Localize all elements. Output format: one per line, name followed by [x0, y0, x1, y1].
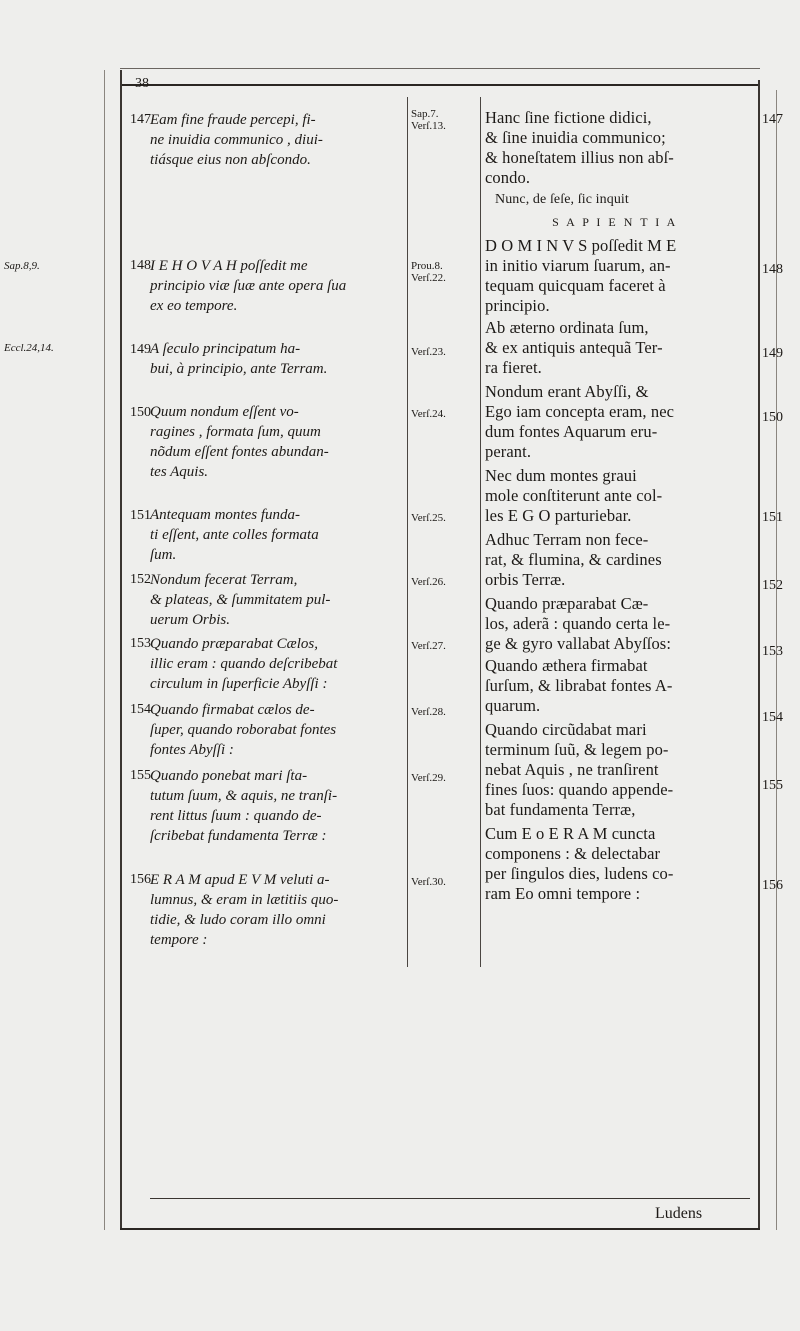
text-line: ne inuidia communico , diui-: [150, 132, 323, 148]
verse-number: 156: [130, 872, 151, 887]
text-line: tiásque eius non abſcondo.: [150, 152, 311, 168]
verse-150-roman: [485, 382, 755, 462]
verse-ref: [411, 706, 477, 718]
text-line: nebat Aquis , ne tranſirent: [485, 760, 659, 779]
verse-number-right: 149: [762, 346, 783, 361]
text-line: ti eſſent, ante colles formata: [150, 527, 319, 543]
text-line: Quando præparabat Cælos,: [150, 636, 318, 652]
text-line: E R A M apud E V M veluti a-: [150, 872, 330, 888]
verse-152-roman: [485, 530, 755, 590]
verse-ref: [411, 346, 477, 358]
verse-number: 151: [130, 508, 151, 523]
text-line: quarum.: [485, 696, 541, 715]
speaker-intro: [495, 190, 765, 210]
ref-line: Sap.7.: [411, 108, 439, 120]
text-line: Nondum erant Abyſſi, &: [485, 382, 649, 401]
text-line: ſcribebat fundamenta Terræ :: [150, 828, 327, 844]
text-line: terminum ſuũ, & legem po-: [485, 740, 669, 759]
text-line: ram Eo omni tempore :: [485, 884, 641, 903]
text-line: ra fieret.: [485, 358, 542, 377]
text-line: Quando firmabat cælos de-: [150, 702, 315, 718]
ref-line: Verſ.30.: [411, 876, 446, 888]
verse-number: 147: [130, 112, 151, 127]
verse-number-right: 150: [762, 410, 783, 425]
text-line: & honeſtatem illius non abſ-: [485, 148, 674, 167]
verse-148-roman: [485, 236, 755, 316]
verse-153-roman: [485, 594, 755, 654]
page-number: 38: [135, 76, 149, 91]
text-line: perant.: [485, 442, 532, 461]
text-line: Quando circũdabat mari: [485, 720, 647, 739]
text-line: Hanc ſine fictione didici,: [485, 108, 652, 127]
verse-152-italic: [150, 570, 400, 630]
text-line: rat, & flumina, & cardines: [485, 550, 662, 569]
text-line: fines ſuos: quando appende-: [485, 780, 674, 799]
verse-ref: [411, 576, 477, 588]
text-line: condo.: [485, 168, 531, 187]
verse-number: 154: [130, 702, 151, 717]
text-line: bat fundamenta Terræ,: [485, 800, 636, 819]
text-line: I E H O V A H poſſedit me: [150, 258, 308, 274]
text-line: Ego iam concepta eram, nec: [485, 402, 675, 421]
text-line: tutum ſuum, & aquis, ne tranſi-: [150, 788, 338, 804]
text-line: S A P I E N T I A: [552, 215, 678, 229]
text-line: tequam quicquam faceret à: [485, 276, 666, 295]
text-line: illic eram : quando deſcribebat: [150, 656, 338, 672]
text-line: & plateas, & ſummitatem pul-: [150, 592, 331, 608]
right-frame-outer: [776, 90, 777, 1230]
text-line: les E G O parturiebar.: [485, 506, 632, 525]
text-line: uerum Orbis.: [150, 612, 231, 628]
verse-149-roman: [485, 318, 755, 378]
left-frame: [120, 70, 122, 1230]
text-line: bui, à principio, ante Terram.: [150, 361, 328, 377]
text-line: ſurſum, & librabat fontes A-: [485, 676, 673, 695]
text-line: tes Aquis.: [150, 464, 209, 480]
verse-ref: [411, 408, 477, 420]
text-line: principio viæ ſuæ ante opera ſua: [150, 278, 347, 294]
text-line: Cum E o E R A M cuncta: [485, 824, 656, 843]
verse-149-italic: [150, 339, 400, 379]
text-line: D O M I N V S poſſedit M E: [485, 236, 677, 255]
verse-number-right: 147: [762, 112, 783, 127]
verse-155-roman: [485, 720, 755, 820]
verse-150-italic: [150, 402, 400, 482]
verse-153-italic: [150, 634, 400, 694]
ref-line: Verſ.29.: [411, 772, 446, 784]
verse-number-right: 151: [762, 510, 783, 525]
ref-line: Verſ.24.: [411, 408, 446, 420]
text-line: dum fontes Aquarum eru-: [485, 422, 658, 441]
ref-line: Verſ.27.: [411, 640, 446, 652]
ref-line: Verſ.28.: [411, 706, 446, 718]
text-line: Nondum fecerat Terram,: [150, 572, 298, 588]
ref-line: Verſ.26.: [411, 576, 446, 588]
text-line: A ſeculo principatum ha-: [150, 341, 301, 357]
verse-148-italic: [150, 256, 400, 316]
text-line: mole conſtiterunt ante col-: [485, 486, 663, 505]
catchword: Ludens: [655, 1205, 703, 1222]
text-line: & ex antiquis antequã Ter-: [485, 338, 663, 357]
text-line: Adhuc Terram non fece-: [485, 530, 649, 549]
text-line: & ſine inuidia communico;: [485, 128, 666, 147]
verse-number-right: 152: [762, 578, 783, 593]
text-line: Antequam montes funda-: [150, 507, 300, 523]
verse-number: 152: [130, 572, 151, 587]
text-line: nõdum eſſent fontes abundan-: [150, 444, 329, 460]
speaker-heading: [480, 212, 750, 232]
verse-154-italic: [150, 700, 400, 760]
text-line: fontes Abyſſi :: [150, 742, 234, 758]
verse-156-italic: [150, 870, 400, 950]
text-line: Ab æterno ordinata ſum,: [485, 318, 649, 337]
verse-number-right: 153: [762, 644, 783, 659]
verse-ref: [411, 512, 477, 524]
text-line: Nunc, de ſeſe, ſic inquit: [495, 192, 629, 207]
right-frame: [758, 80, 760, 1230]
text-line: per ſingulos dies, ludens co-: [485, 864, 674, 883]
text-line: rent littus ſuum : quando de-: [150, 808, 322, 824]
verse-ref: [411, 108, 477, 132]
verse-number-right: 154: [762, 710, 783, 725]
verse-151-italic: [150, 505, 400, 565]
verse-ref: [411, 772, 477, 784]
ref-line: Verſ.25.: [411, 512, 446, 524]
verse-147-italic: [150, 110, 400, 170]
text-line: ex eo tempore.: [150, 298, 238, 314]
text-line: Eam fine fraude percepi, fi-: [150, 112, 316, 128]
verse-number-right: 155: [762, 778, 783, 793]
margin-note-eccl: Eccl.24,14.: [4, 342, 54, 354]
text-line: componens : & delectabar: [485, 844, 661, 863]
verse-number-right: 148: [762, 262, 783, 277]
verse-147-roman: [485, 108, 755, 188]
ref-line: Prou.8.: [411, 260, 443, 272]
text-line: Quando æthera firmabat: [485, 656, 648, 675]
ref-line: Verſ.23.: [411, 346, 446, 358]
verse-151-roman: [485, 466, 755, 526]
text-bottom-rule: [150, 1198, 750, 1199]
verse-ref: [411, 876, 477, 888]
text-line: los, aderã : quando certa le-: [485, 614, 671, 633]
text-line: circulum in ſuperficie Abyſſi :: [150, 676, 328, 692]
bottom-rule: [120, 1228, 760, 1230]
text-line: Quum nondum eſſent vo-: [150, 404, 299, 420]
text-line: Quando ponebat mari ſta-: [150, 768, 308, 784]
left-frame-outer: [104, 70, 105, 1230]
top-rule-thin: [120, 68, 760, 69]
ref-line: Verſ.22.: [411, 272, 446, 284]
margin-note-sap: Sap.8,9.: [4, 260, 40, 272]
verse-number: 148: [130, 258, 151, 273]
text-line: ſuper, quando roborabat fontes: [150, 722, 337, 738]
text-line: ragines , formata ſum, quum: [150, 424, 321, 440]
verse-number: 153: [130, 636, 151, 651]
text-line: tidie, & ludo coram illo omni: [150, 912, 326, 928]
text-line: in initio viarum ſuarum, an-: [485, 256, 671, 275]
verse-154-roman: [485, 656, 755, 716]
verse-ref: [411, 260, 477, 284]
verse-number: 149: [130, 342, 151, 357]
verse-number: 155: [130, 768, 151, 783]
top-rule: [120, 84, 760, 86]
text-line: lumnus, & eram in lætitiis quo-: [150, 892, 339, 908]
text-line: ge & gyro vallabat Abyſſos:: [485, 634, 672, 653]
text-line: orbis Terræ.: [485, 570, 566, 589]
text-line: Nec dum montes graui: [485, 466, 637, 485]
verse-155-italic: [150, 766, 400, 846]
text-line: principio.: [485, 296, 550, 315]
verse-number: 150: [130, 405, 151, 420]
text-line: ſum.: [150, 547, 177, 563]
ref-line: Verſ.13.: [411, 120, 446, 132]
verse-156-roman: [485, 824, 755, 904]
column-rule-left: [407, 97, 408, 967]
text-line: Quando præparabat Cæ-: [485, 594, 649, 613]
verse-number-right: 156: [762, 878, 783, 893]
verse-ref: [411, 640, 477, 652]
text-line: tempore :: [150, 932, 208, 948]
